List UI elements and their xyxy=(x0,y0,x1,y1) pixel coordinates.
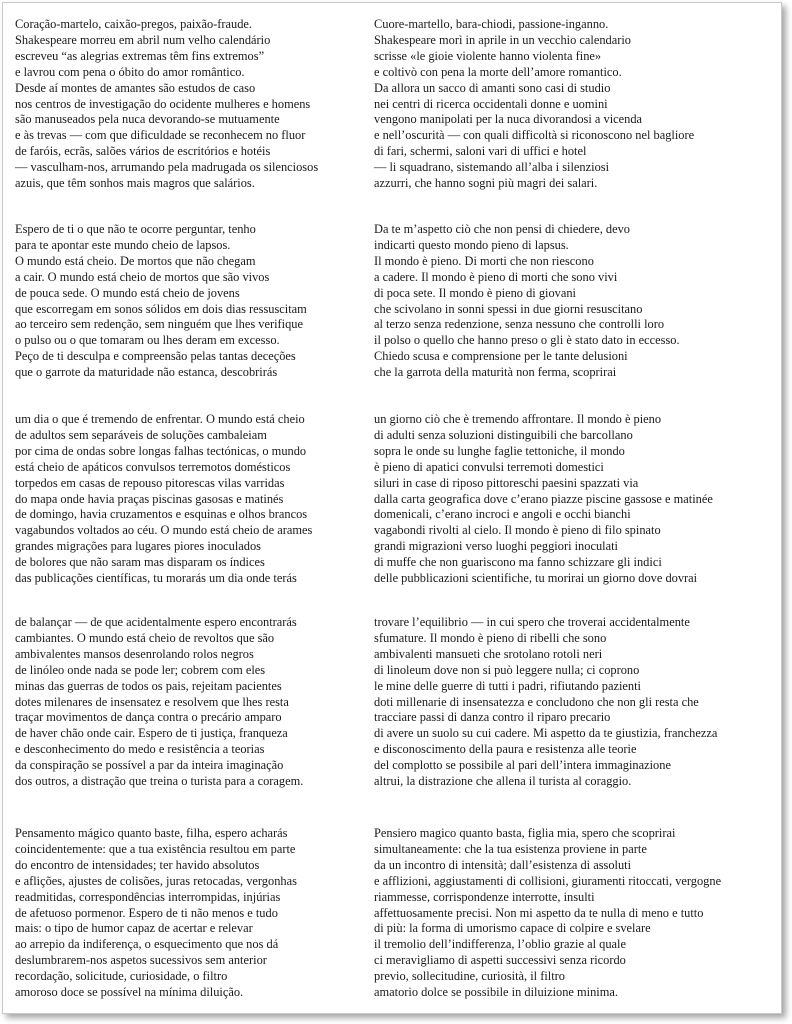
verse-line: Da te m’aspetto ciò che non pensi di chiedere, devo xyxy=(374,222,630,236)
verse-line: vagabundos voltados ao céu. O mundo está cheio de arames xyxy=(15,523,313,538)
verse-line: da conspiração se possível a par da inteira imaginação xyxy=(15,758,284,773)
verse-line: e desconhecimento do medo e resistência a teorias xyxy=(15,742,265,757)
verse-line: scrisse «le gioie violente hanno violenta fine» xyxy=(374,48,602,63)
verse-line: minas das guerras de todos os pais, rejeitam pacientes xyxy=(15,678,282,693)
verse-line: de domingo, havia cruzamentos e esquinas e olhos brancos xyxy=(15,507,308,522)
verse-line: para te apontar este mundo cheio de lapsos. xyxy=(15,237,231,252)
verse-line: das publicações científicas, tu morarás um dia onde terás xyxy=(15,571,297,586)
verse-line: simultaneamente: che la tua esistenza proviene in parte xyxy=(374,841,647,856)
verse-line: azzurri, che hanno sogni più magri dei salari. xyxy=(374,176,598,191)
verse-line: do encontro de intensidades; ter havido absolutos xyxy=(15,857,260,872)
verse-line: trovare l’equilibrio — in cui spero che troverai accidentalmente xyxy=(374,615,690,629)
verse-line: di avere un suolo su cui cadere. Mi aspetto da te giustizia, franchezza xyxy=(374,726,718,741)
pt-stanza-3 xyxy=(15,412,385,587)
verse-line: recordação, solicitude, curiosidade, o filtro xyxy=(15,969,228,984)
verse-line: e nell’oscurità — con quali difficoltà si riconoscono nel bagliore xyxy=(374,128,695,143)
verse-line: domenicali, c’erano incroci e angoli e occhi bianchi xyxy=(374,507,631,522)
it-stanza-5 xyxy=(374,826,744,1001)
verse-line: O mundo está cheio. De mortos que não chegam xyxy=(15,253,256,268)
verse-line: Shakespeare morì in aprile in un vecchio calendario xyxy=(374,32,632,47)
verse-line: di adulti senza soluzioni distinguibili che barcollano xyxy=(374,427,633,442)
it-stanza-4 xyxy=(374,615,744,790)
verse-line: azuis, que têm sonhos mais magros que salários. xyxy=(15,176,255,191)
verse-line: Il mondo è pieno. Di morti che non riescono xyxy=(374,253,594,268)
verse-line: a cair. O mundo está cheio de mortos que são vivos xyxy=(15,269,270,284)
verse-line: de pouca sede. O mundo está cheio de jovens xyxy=(15,285,240,300)
verse-line: grandes migrações para lugares piores inoculados xyxy=(15,539,262,554)
verse-line: ambivalentes mansos desenrolando rolos negros xyxy=(15,646,254,661)
verse-line: è pieno di apatici convulsi terremoti domestici xyxy=(374,459,604,474)
pt-stanza-1 xyxy=(15,17,385,192)
verse-line: o pulso ou o que tomaram ou lhes deram em excesso. xyxy=(15,333,280,348)
verse-line: nei centri di ricerca occidentali donne e uomini xyxy=(374,96,608,111)
verse-line: do mapa onde havia praças piscinas gasosas e matinés xyxy=(15,491,284,506)
verse-line: — li squadrano, sistemando all’alba i silenziosi xyxy=(374,160,610,175)
verse-line: que o garrote da maturidade não estanca, descobrirás xyxy=(15,365,278,380)
verse-line: escreveu “as alegrias extremas têm fins extremos” xyxy=(15,48,265,63)
verse-line: amatorio dolce se possibile in diluizione minima. xyxy=(374,985,618,1000)
verse-line: di fari, schermi, saloni vari di uffici e hotel xyxy=(374,144,587,159)
verse-line: um dia o que é tremendo de enfrentar. O mundo está cheio xyxy=(15,412,305,426)
verse-line: ao arrepio da indiferença, o esquecimento que nos dá xyxy=(15,937,279,952)
verse-line: di muffe che non guariscono ma fanno schizzare gli indici xyxy=(374,555,662,570)
verse-line: de linóleo onde nada se pode ler; cobrem com eles xyxy=(15,662,266,677)
it-stanza-3 xyxy=(374,412,744,587)
verse-line: dalla carta geografica dove c’erano piazze piscine gassose e matinée xyxy=(374,491,713,506)
verse-line: siluri in case di riposo pittoreschi paesini spazzati via xyxy=(374,475,639,490)
verse-line: Desde aí montes de amantes são estudos de caso xyxy=(15,80,256,95)
verse-line: Coração-martelo, caixão-pregos, paixão-fraude. xyxy=(15,17,253,31)
verse-line: Pensiero magico quanto basta, figlia mia, spero che scoprirai xyxy=(374,826,676,840)
verse-line: torpedos em casas de repouso pitorescas vilas varridas xyxy=(15,475,285,490)
verse-line: previo, sollecitudine, curiosità, il filtro xyxy=(374,969,565,984)
verse-line: riammesse, corrispondenze interrotte, insulti xyxy=(374,889,595,904)
verse-line: sopra le onde su lunghe faglie tettoniche, il mondo xyxy=(374,443,625,458)
verse-line: tracciare passi di danza contro il riparo precario xyxy=(374,710,611,725)
verse-line: delle pubblicazioni scientifiche, tu morirai un giorno dove dovrai xyxy=(374,571,698,586)
verse-line: che scivolano in sonni spessi in due giorni resuscitano xyxy=(374,301,643,316)
verse-line: de haver chão onde cair. Espero de ti justiça, franqueza xyxy=(15,726,288,741)
verse-line: coincidentemente: que a tua existência resultou em parte xyxy=(15,841,296,856)
verse-line: ao terceiro sem redenção, sem ninguém que lhes verifique xyxy=(15,317,303,332)
verse-line: indicarti questo mondo pieno di lapsus. xyxy=(374,237,569,252)
verse-line: dotes milenares de insensatez e resolvem que lhes resta xyxy=(15,694,289,709)
verse-line: e lavrou com pena o óbito do amor romântico. xyxy=(15,64,245,79)
verse-line: Peço de ti desculpa e compreensão pelas tantas deceções xyxy=(15,349,296,364)
verse-line: nos centros de investigação do ocidente mulheres e homens xyxy=(15,96,311,111)
verse-line: cambiantes. O mundo está cheio de revoltos que são xyxy=(15,630,275,645)
verse-line: al terzo senza redenzione, senza nessuno che controlli loro xyxy=(374,317,665,332)
verse-line: de faróis, ecrãs, salões vários de escritórios e hotéis xyxy=(15,144,271,159)
verse-line: são manuseados pela nuca devorando-se mutuamente xyxy=(15,112,280,127)
pt-stanza-4 xyxy=(15,615,385,790)
verse-line: deslumbrarem-nos aspetos sucessivos sem anterior xyxy=(15,953,267,968)
verse-line: grandi migrazioni verso luoghi peggiori inoculati xyxy=(374,539,618,554)
verse-line: a cadere. Il mondo è pieno di morti che sono vivi xyxy=(374,269,618,284)
verse-line: Cuore-martello, bara-chiodi, passione-inganno. xyxy=(374,17,609,31)
verse-line: vengono manipolati per la nuca divorandosi a vicenda xyxy=(374,112,643,127)
verse-line: traçar movimentos de dança contra o precário amparo xyxy=(15,710,282,725)
verse-line: por cima de ondas sobre longas falhas tectónicas, o mundo xyxy=(15,443,307,458)
verse-line: ci meravigliamo di aspetti successivi senza ricordo xyxy=(374,953,626,968)
verse-line: da un incontro di intensità; dall’esistenza di assoluti xyxy=(374,857,632,872)
verse-line: e aflições, ajustes de colisões, juras retocadas, vergonhas xyxy=(15,873,297,888)
verse-line: amoroso doce se possível na mínima diluição. xyxy=(15,985,244,1000)
verse-line: e afflizioni, aggiustamenti di collisioni, giuramenti ritoccati, vergogne xyxy=(374,873,722,888)
verse-line: del complotto se possibile al pari dell’intera immaginazione xyxy=(374,758,671,773)
verse-line: altrui, la distrazione che allena il turista al coraggio. xyxy=(374,774,632,789)
verse-line: que escorregam em sonos sólidos em dois dias ressuscitam xyxy=(15,301,307,316)
verse-line: está cheio de apáticos convulsos terremotos domésticos xyxy=(15,459,291,474)
it-stanza-2 xyxy=(374,222,744,381)
verse-line: il tremolio dell’indifferenza, l’oblio grazie al quale xyxy=(374,937,626,952)
verse-line: Chiedo scusa e comprensione per le tante delusioni xyxy=(374,349,628,364)
verse-line: Espero de ti o que não te ocorre perguntar, tenho xyxy=(15,222,256,236)
verse-line: Da allora un sacco di amanti sono casi di studio xyxy=(374,80,611,95)
verse-line: ambivalenti mansueti che srotolano rotoli neri xyxy=(374,646,603,661)
verse-line: Pensamento mágico quanto baste, filha, espero acharás xyxy=(15,826,288,840)
pt-stanza-5 xyxy=(15,826,385,1001)
verse-line: e disconoscimento della paura e resistenza alle teorie xyxy=(374,742,637,757)
verse-line: di poca sete. Il mondo è pieno di giovani xyxy=(374,285,576,300)
verse-line: readmitidas, correspondências interrompidas, injúrias xyxy=(15,889,281,904)
verse-line: doti millenarie di insensatezza e concludono che non gli resta che xyxy=(374,694,699,709)
verse-line: le mine delle guerre di tutti i padri, rifiutando pazienti xyxy=(374,678,641,693)
verse-line: vagabondi rivolti al cielo. Il mondo è pieno di filo spinato xyxy=(374,523,661,538)
verse-line: e coltivò con pena la morte dell’amore romantico. xyxy=(374,64,622,79)
verse-line: un giorno ciò che è tremendo affrontare. Il mondo è pieno xyxy=(374,412,662,426)
it-stanza-1 xyxy=(374,17,744,192)
verse-line: dos outros, a distração que treina o turista para a coragem. xyxy=(15,774,304,789)
verse-line: mais: o tipo de humor capaz de acertar e relevar xyxy=(15,921,253,936)
verse-line: che la garrota della maturità non ferma, scoprirai xyxy=(374,365,617,380)
verse-line: de afetuoso pormenor. Espero de ti não menos e tudo xyxy=(15,905,278,920)
verse-line: de balançar — de que acidentalmente espero encontrarás xyxy=(15,615,297,629)
verse-line: de bolores que não saram mas disparam os índices xyxy=(15,555,265,570)
document-page xyxy=(2,2,782,1014)
verse-line: di linoleum dove non si può leggere nulla; ci coprono xyxy=(374,662,640,677)
verse-line: sfumature. Il mondo è pieno di ribelli che sono xyxy=(374,630,607,645)
verse-line: de adultos sem separáveis de soluções cambaleiam xyxy=(15,427,267,442)
verse-line: di più: la forma di umorismo capace di colpire e svelare xyxy=(374,921,651,936)
verse-line: — vasculham-nos, arrumando pela madrugada os silenciosos xyxy=(15,160,319,175)
verse-line: Shakespeare morreu em abril num velho calendário xyxy=(15,32,271,47)
verse-line: e às trevas — com que dificuldade se reconhecem no fluor xyxy=(15,128,306,143)
verse-line: il polso o quello che hanno preso o gli è stato dato in eccesso. xyxy=(374,333,680,348)
pt-stanza-2 xyxy=(15,222,385,381)
verse-line: affettuosamente precisi. Non mi aspetto da te nulla di meno e tutto xyxy=(374,905,704,920)
